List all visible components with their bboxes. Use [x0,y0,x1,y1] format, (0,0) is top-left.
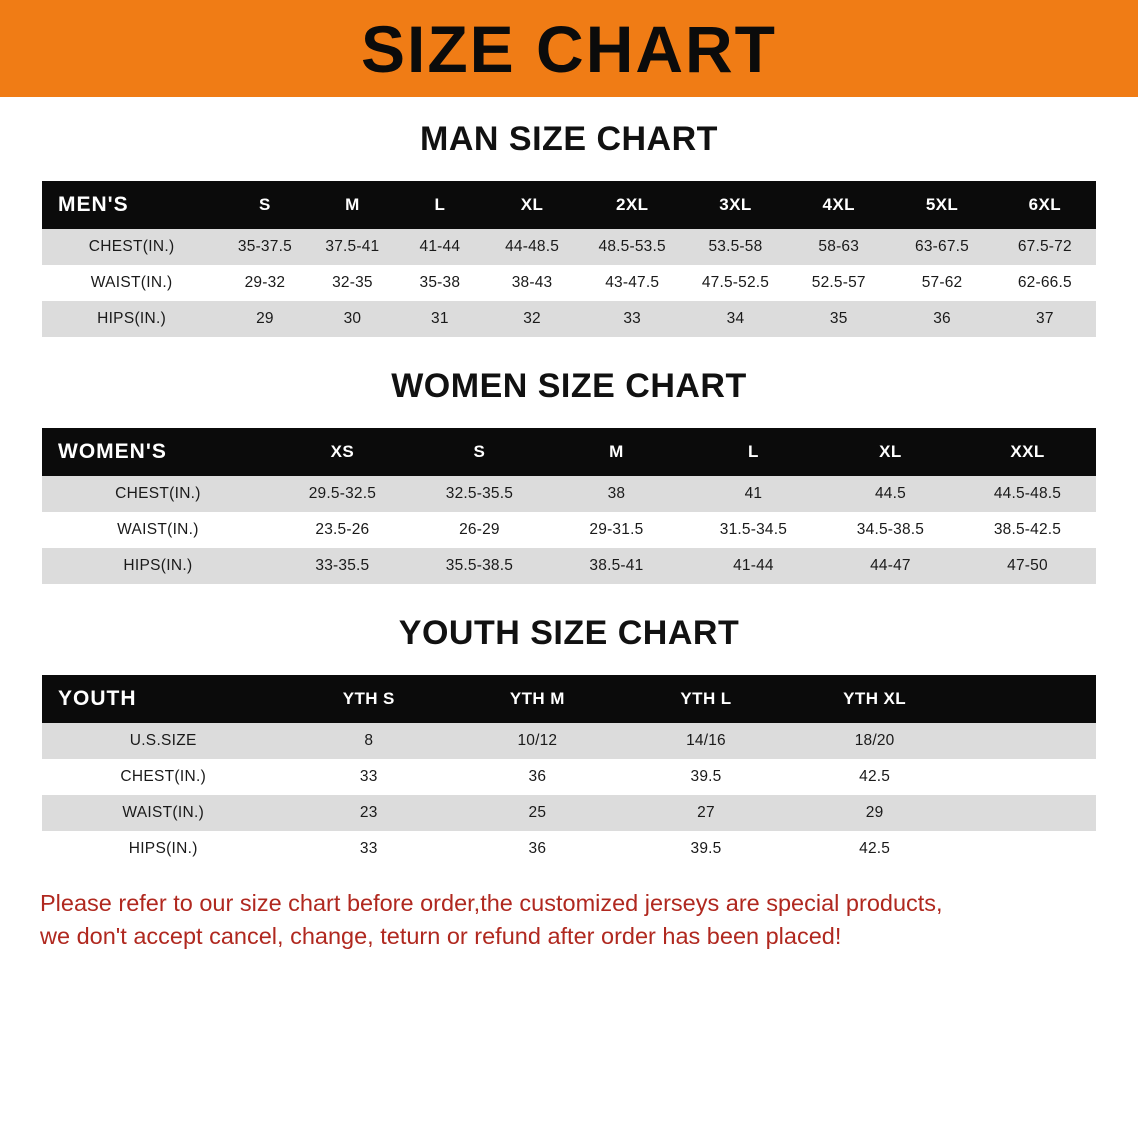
table-cell: 48.5-53.5 [581,229,684,265]
table-cell: 29-31.5 [548,512,685,548]
table-cell: 62-66.5 [994,265,1096,301]
table-header-row [42,181,1096,229]
table-cell-empty [959,831,1096,867]
table-row [42,476,1096,512]
man-size-table [42,181,1096,337]
table-cell: 36 [453,759,622,795]
table-cell: 36 [453,831,622,867]
table-cell: 35-37.5 [221,229,308,265]
table-cell: 29-32 [221,265,308,301]
column-header: 2XL [581,181,684,229]
table-cell: 30 [309,301,396,337]
women-size-table [42,428,1096,584]
table-cell: 8 [284,723,453,759]
table-cell-empty [959,723,1096,759]
table-cell: 42.5 [790,759,959,795]
table-row [42,229,1096,265]
table-cell: 37 [994,301,1096,337]
column-header: XL [822,428,959,476]
row-label: CHEST(IN.) [42,229,221,265]
column-header: 4XL [787,181,890,229]
page-title: SIZE CHART [361,11,777,86]
table-cell-empty [959,759,1096,795]
table-row [42,512,1096,548]
table-cell: 63-67.5 [890,229,993,265]
table-cell: 23.5-26 [274,512,411,548]
table-cell: 47.5-52.5 [684,265,787,301]
row-label: HIPS(IN.) [42,301,221,337]
table-cell: 38-43 [484,265,581,301]
table-cell: 35.5-38.5 [411,548,548,584]
return-policy-note [40,887,1098,954]
table-row [42,723,1096,759]
column-header-spacer [959,675,1096,723]
table-cell: 39.5 [622,759,791,795]
column-header: 3XL [684,181,787,229]
row-label: HIPS(IN.) [42,831,284,867]
man-size-table-wrapper [42,181,1096,337]
size-chart-banner [0,0,1138,97]
table-cell: 31.5-34.5 [685,512,822,548]
table-cell: 14/16 [622,723,791,759]
table-cell: 53.5-58 [684,229,787,265]
women-size-table-wrapper [42,428,1096,584]
table-header-row [42,675,1096,723]
table-cell: 44-47 [822,548,959,584]
column-header: XL [484,181,581,229]
column-header: XXL [959,428,1096,476]
table-cell: 33 [581,301,684,337]
note-line-2: we don't accept cancel, change, teturn or refund after order has been placed! [40,923,842,950]
table-row [42,301,1096,337]
table-cell: 39.5 [622,831,791,867]
table-cell: 33 [284,759,453,795]
column-header: L [685,428,822,476]
table-cell: 29 [790,795,959,831]
column-header: WOMEN'S [42,428,274,476]
youth-size-table [42,675,1096,867]
table-cell-empty [959,795,1096,831]
table-cell: 10/12 [453,723,622,759]
table-cell: 34 [684,301,787,337]
table-cell: 52.5-57 [787,265,890,301]
table-row [42,831,1096,867]
table-cell: 38 [548,476,685,512]
table-cell: 36 [890,301,993,337]
column-header: M [309,181,396,229]
column-header: S [411,428,548,476]
table-cell: 44.5 [822,476,959,512]
column-header: S [221,181,308,229]
row-label: U.S.SIZE [42,723,284,759]
table-cell: 42.5 [790,831,959,867]
man-section-heading: MAN SIZE CHART [420,120,718,158]
table-cell: 25 [453,795,622,831]
note-line-1: Please refer to our size chart before order,the customized jerseys are special products, [40,890,943,916]
table-cell: 33-35.5 [274,548,411,584]
column-header: 5XL [890,181,993,229]
column-header: YTH M [453,675,622,723]
table-cell: 31 [396,301,483,337]
column-header: MEN'S [42,181,221,229]
youth-size-table-wrapper [42,675,1096,867]
row-label: WAIST(IN.) [42,795,284,831]
table-cell: 41-44 [396,229,483,265]
youth-section-heading: YOUTH SIZE CHART [398,614,740,652]
table-cell: 32.5-35.5 [411,476,548,512]
table-cell: 35-38 [396,265,483,301]
table-row [42,265,1096,301]
table-cell: 32 [484,301,581,337]
column-header: YTH L [622,675,791,723]
column-header: YTH XL [790,675,959,723]
table-row [42,548,1096,584]
column-header: XS [274,428,411,476]
table-cell: 27 [622,795,791,831]
table-cell: 26-29 [411,512,548,548]
row-label: CHEST(IN.) [42,759,284,795]
table-cell: 58-63 [787,229,890,265]
table-cell: 33 [284,831,453,867]
table-cell: 47-50 [959,548,1096,584]
table-header-row [42,428,1096,476]
table-cell: 38.5-42.5 [959,512,1096,548]
table-cell: 29.5-32.5 [274,476,411,512]
column-header: L [396,181,483,229]
table-cell: 37.5-41 [309,229,396,265]
row-label: HIPS(IN.) [42,548,274,584]
row-label: WAIST(IN.) [42,265,221,301]
table-cell: 34.5-38.5 [822,512,959,548]
table-cell: 41-44 [685,548,822,584]
table-cell: 44.5-48.5 [959,476,1096,512]
table-row [42,759,1096,795]
table-row [42,795,1096,831]
table-cell: 23 [284,795,453,831]
table-cell: 44-48.5 [484,229,581,265]
table-cell: 29 [221,301,308,337]
table-cell: 57-62 [890,265,993,301]
column-header: M [548,428,685,476]
column-header: YTH S [284,675,453,723]
column-header: 6XL [994,181,1096,229]
women-section-heading: WOMEN SIZE CHART [391,367,747,405]
table-cell: 38.5-41 [548,548,685,584]
row-label: WAIST(IN.) [42,512,274,548]
table-cell: 35 [787,301,890,337]
column-header: YOUTH [42,675,284,723]
table-cell: 18/20 [790,723,959,759]
table-cell: 43-47.5 [581,265,684,301]
table-cell: 67.5-72 [994,229,1096,265]
row-label: CHEST(IN.) [42,476,274,512]
table-cell: 41 [685,476,822,512]
table-cell: 32-35 [309,265,396,301]
